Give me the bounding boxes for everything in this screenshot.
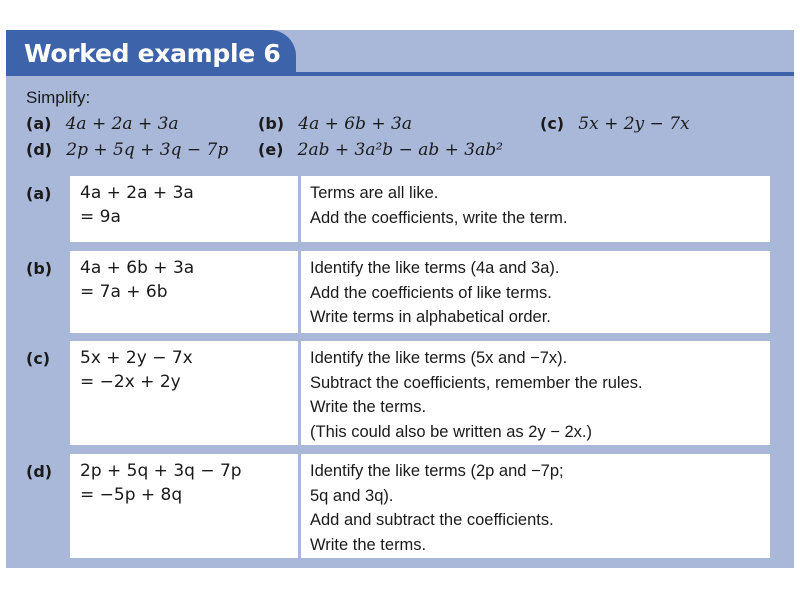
working-a xyxy=(80,181,194,229)
intro-text: Simplify: xyxy=(26,88,91,107)
working-d xyxy=(80,459,242,507)
explanation-line: Write the terms. xyxy=(310,398,427,416)
working-line: 4a + 2a + 3a xyxy=(80,183,194,203)
explanation-line: Add the coefficients of like terms. xyxy=(310,283,552,302)
question-a: (a) 4a + 2a + 3a xyxy=(26,114,179,134)
explanation-line: Add and subtract the coefficients. xyxy=(310,511,554,529)
working-line: = 9a xyxy=(80,207,121,227)
explanation-a xyxy=(310,181,567,230)
solution-label-a: (a) xyxy=(26,184,52,203)
explanation-b xyxy=(310,256,559,330)
question-b: (b) 4a + 6b + 3a xyxy=(258,114,412,134)
working-line: 2p + 5q + 3q − 7p xyxy=(80,461,242,481)
explanation-line: Identify the like terms (5x and −7x). xyxy=(310,349,568,367)
working-line: 4a + 6b + 3a xyxy=(80,258,195,278)
solution-label-c: (c) xyxy=(26,349,51,368)
explanation-line: Identify the like terms (4a and 3a). xyxy=(310,259,560,277)
solution-label-d: (d) xyxy=(26,462,53,481)
title-tab xyxy=(6,30,296,76)
explanation-line: Terms are all like. xyxy=(310,184,439,202)
explanation-line: Identify the like terms (2p and −7p; xyxy=(310,462,564,480)
explanation-d xyxy=(310,459,564,557)
explanation-line: Add the coefficients, write the term. xyxy=(310,208,568,227)
solution-label-b: (b) xyxy=(26,259,53,278)
explanation-line: Subtract the coefficients, remember the rules. xyxy=(310,373,643,392)
question-c: (c) 5x + 2y − 7x xyxy=(540,114,690,134)
working-line: 5x + 2y − 7x xyxy=(80,348,193,368)
question-d: (d) 2p + 5q + 3q − 7p xyxy=(26,140,229,160)
explanation-c xyxy=(310,346,643,444)
working-b xyxy=(80,256,194,304)
explanation-line: Write terms in alphabetical order. xyxy=(310,308,551,326)
working-c xyxy=(80,346,193,394)
explanation-line: (This could also be written as 2y − 2x.) xyxy=(310,422,592,441)
page-title: Worked example 6 xyxy=(24,39,281,68)
explanation-line: 5q and 3q). xyxy=(310,486,394,505)
explanation-line: Write the terms. xyxy=(310,535,427,554)
question-e: (e) 2ab + 3a²b − ab + 3ab² xyxy=(258,140,503,160)
working-line: = 7a + 6b xyxy=(80,282,168,302)
working-line: = −5p + 8q xyxy=(80,485,183,505)
working-line: = −2x + 2y xyxy=(80,372,181,392)
